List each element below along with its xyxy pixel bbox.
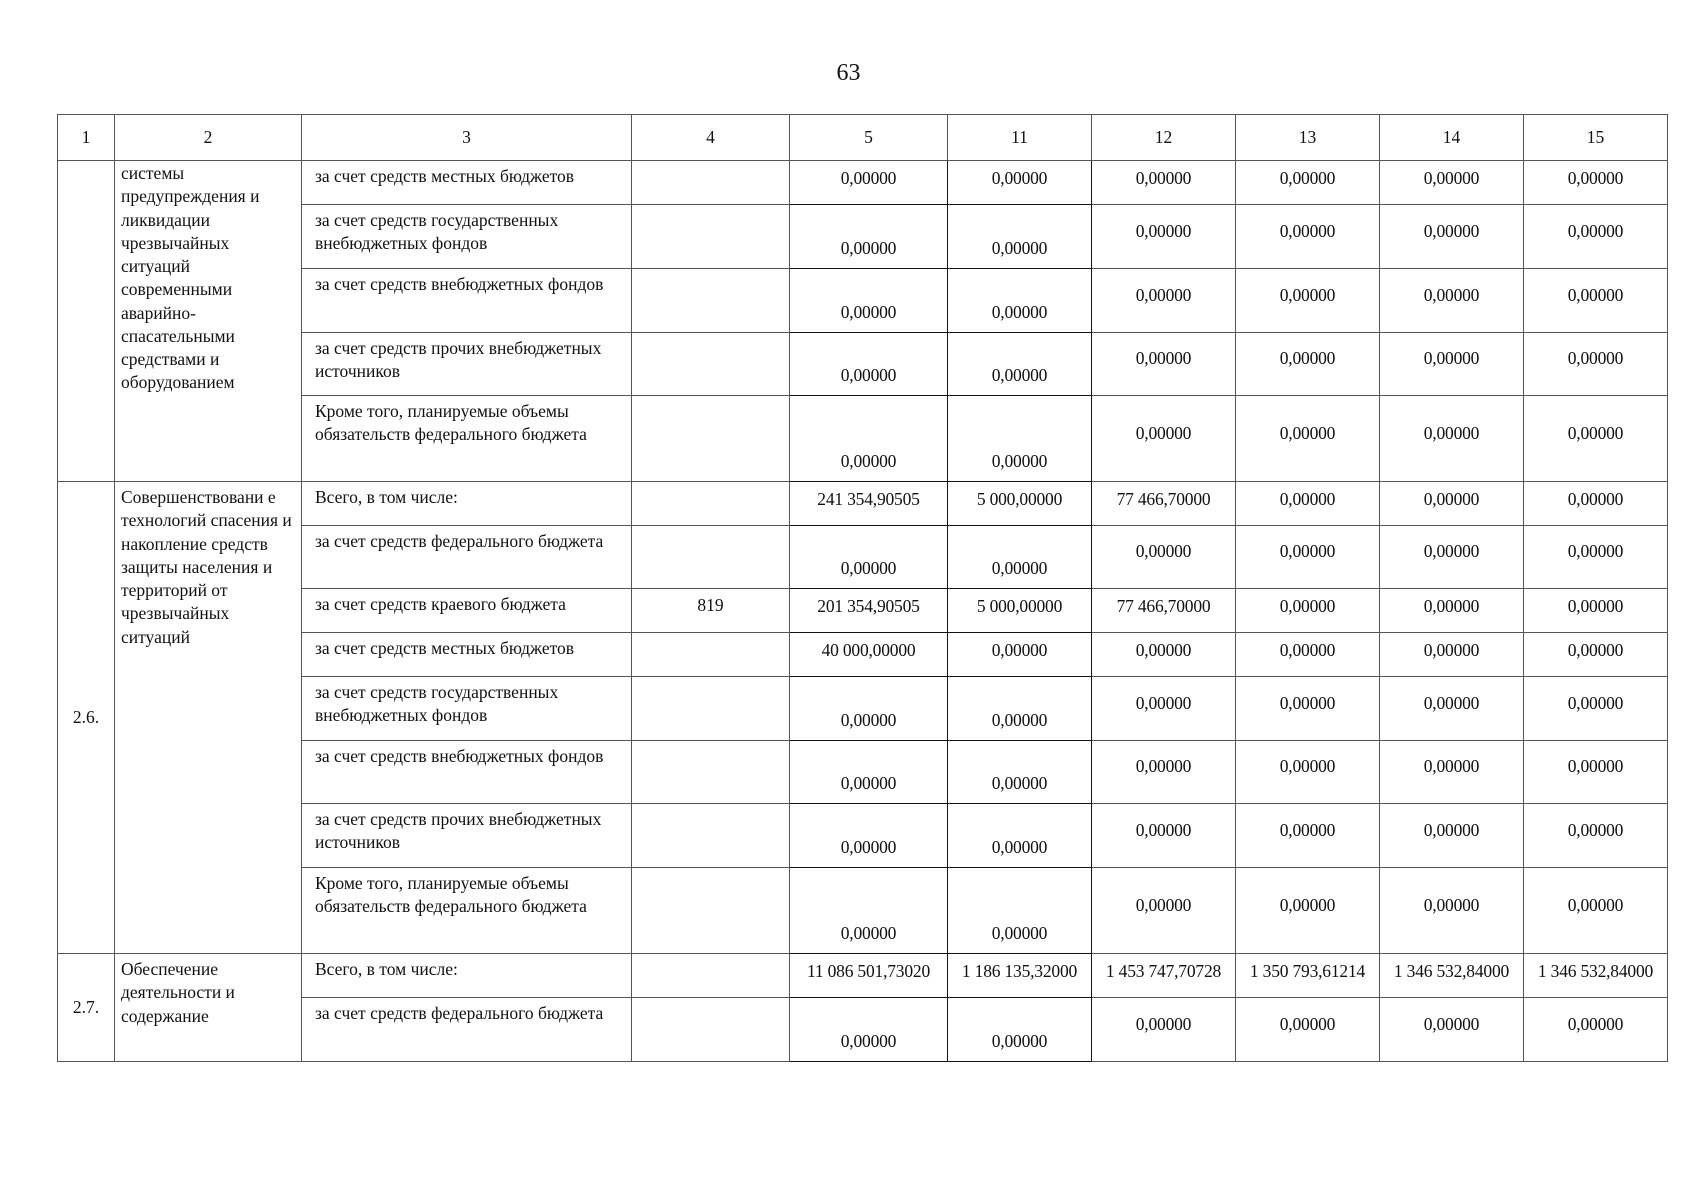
value-cell: 0,00000 — [1236, 998, 1380, 1062]
funding-source: за счет средств внебюджетных фондов — [302, 741, 632, 804]
value-cell: 0,00000 — [1524, 526, 1668, 589]
page-number: 63 — [836, 60, 861, 86]
column-header: 2 — [115, 115, 302, 161]
value-cell: 0,00000 — [1524, 998, 1668, 1062]
value-cell: 0,00000 — [1524, 633, 1668, 677]
column-header: 15 — [1524, 115, 1668, 161]
budget-code — [632, 998, 790, 1062]
funding-source: Всего, в том числе: — [302, 482, 632, 526]
budget-code — [632, 396, 790, 482]
value-cell: 0,00000 — [1092, 633, 1236, 677]
value-cell: 0,00000 — [1236, 333, 1380, 396]
value-cell: 0,00000 — [1380, 161, 1524, 205]
value-cell: 0,00000 — [948, 333, 1092, 396]
value-cell: 0,00000 — [1380, 633, 1524, 677]
row-number — [58, 161, 115, 482]
value-cell: 0,00000 — [1380, 804, 1524, 868]
value-cell: 0,00000 — [790, 333, 948, 396]
value-cell: 0,00000 — [1524, 396, 1668, 482]
value-cell: 0,00000 — [948, 526, 1092, 589]
value-cell: 0,00000 — [1236, 269, 1380, 333]
value-cell: 77 466,70000 — [1092, 589, 1236, 633]
value-cell: 0,00000 — [1236, 804, 1380, 868]
budget-code — [632, 633, 790, 677]
funding-source: за счет средств местных бюджетов — [302, 633, 632, 677]
value-cell: 0,00000 — [790, 161, 948, 205]
budget-code — [632, 868, 790, 954]
table-row — [58, 161, 1668, 205]
value-cell: 1 453 747,70728 — [1092, 954, 1236, 998]
budget-code — [632, 526, 790, 589]
column-header: 1 — [58, 115, 115, 161]
column-header: 3 — [302, 115, 632, 161]
value-cell: 0,00000 — [790, 269, 948, 333]
value-cell: 0,00000 — [1092, 526, 1236, 589]
funding-source: за счет средств прочих внебюджетных источников — [302, 804, 632, 868]
value-cell: 201 354,90505 — [790, 589, 948, 633]
value-cell: 0,00000 — [790, 205, 948, 269]
value-cell: 0,00000 — [1380, 741, 1524, 804]
value-cell: 40 000,00000 — [790, 633, 948, 677]
value-cell: 0,00000 — [1380, 482, 1524, 526]
value-cell: 0,00000 — [1236, 633, 1380, 677]
value-cell: 0,00000 — [1380, 526, 1524, 589]
value-cell: 0,00000 — [948, 804, 1092, 868]
funding-source: за счет средств местных бюджетов — [302, 161, 632, 205]
value-cell: 0,00000 — [790, 741, 948, 804]
value-cell: 0,00000 — [790, 868, 948, 954]
value-cell: 0,00000 — [948, 998, 1092, 1062]
value-cell: 0,00000 — [948, 868, 1092, 954]
value-cell: 0,00000 — [790, 677, 948, 741]
value-cell: 0,00000 — [1236, 677, 1380, 741]
value-cell: 0,00000 — [1092, 868, 1236, 954]
column-header: 13 — [1236, 115, 1380, 161]
funding-source: за счет средств государственных внебюджетных фондов — [302, 205, 632, 269]
value-cell: 0,00000 — [1236, 205, 1380, 269]
value-cell: 0,00000 — [1524, 868, 1668, 954]
value-cell: 1 350 793,61214 — [1236, 954, 1380, 998]
activity-name: системы предупреждения и ликвидации чрезвычайных ситуаций современными аварийно-спасательными средствами и оборудованием — [115, 161, 302, 482]
value-cell: 0,00000 — [1380, 677, 1524, 741]
value-cell: 0,00000 — [1524, 482, 1668, 526]
value-cell: 0,00000 — [1524, 741, 1668, 804]
column-header: 4 — [632, 115, 790, 161]
value-cell: 0,00000 — [948, 741, 1092, 804]
budget-code — [632, 741, 790, 804]
budget-code — [632, 161, 790, 205]
column-header: 5 — [790, 115, 948, 161]
value-cell: 0,00000 — [948, 269, 1092, 333]
budget-code — [632, 954, 790, 998]
budget-code — [632, 482, 790, 526]
budget-code — [632, 205, 790, 269]
budget-code: 819 — [632, 589, 790, 633]
funding-source: Кроме того, планируемые объемы обязательств федерального бюджета — [302, 868, 632, 954]
value-cell: 1 186 135,32000 — [948, 954, 1092, 998]
activity-name: Обеспечение деятельности и содержание — [115, 954, 302, 1062]
value-cell: 0,00000 — [790, 998, 948, 1062]
value-cell: 0,00000 — [1380, 396, 1524, 482]
value-cell: 0,00000 — [1380, 269, 1524, 333]
value-cell: 0,00000 — [790, 396, 948, 482]
activity-name: Совершенствовани е технологий спасения и накопление средств защиты населения и территорий от чрезвычайных ситуаций — [115, 482, 302, 954]
funding-source: за счет средств государственных внебюджетных фондов — [302, 677, 632, 741]
value-cell: 0,00000 — [1380, 998, 1524, 1062]
funding-source: Всего, в том числе: — [302, 954, 632, 998]
value-cell: 0,00000 — [1236, 396, 1380, 482]
column-header: 14 — [1380, 115, 1524, 161]
value-cell: 77 466,70000 — [1092, 482, 1236, 526]
value-cell: 0,00000 — [948, 205, 1092, 269]
table-row — [58, 482, 1668, 526]
value-cell: 0,00000 — [1380, 205, 1524, 269]
budget-code — [632, 677, 790, 741]
value-cell: 0,00000 — [1236, 526, 1380, 589]
value-cell: 0,00000 — [790, 804, 948, 868]
value-cell: 0,00000 — [1236, 161, 1380, 205]
value-cell: 0,00000 — [1380, 868, 1524, 954]
row-number: 2.6. — [58, 482, 115, 954]
funding-source: за счет средств федерального бюджета — [302, 998, 632, 1062]
value-cell: 0,00000 — [1524, 205, 1668, 269]
value-cell: 241 354,90505 — [790, 482, 948, 526]
value-cell: 0,00000 — [790, 526, 948, 589]
value-cell: 0,00000 — [1380, 589, 1524, 633]
value-cell: 0,00000 — [1092, 333, 1236, 396]
value-cell: 5 000,00000 — [948, 589, 1092, 633]
value-cell: 1 346 532,84000 — [1524, 954, 1668, 998]
value-cell: 1 346 532,84000 — [1380, 954, 1524, 998]
value-cell: 0,00000 — [1524, 804, 1668, 868]
funding-source: за счет средств федерального бюджета — [302, 526, 632, 589]
value-cell: 0,00000 — [948, 161, 1092, 205]
value-cell: 0,00000 — [1092, 741, 1236, 804]
value-cell: 0,00000 — [1092, 677, 1236, 741]
value-cell: 0,00000 — [1524, 333, 1668, 396]
budget-code — [632, 804, 790, 868]
value-cell: 0,00000 — [1236, 482, 1380, 526]
column-header: 11 — [948, 115, 1092, 161]
value-cell: 0,00000 — [1092, 161, 1236, 205]
table-row — [58, 954, 1668, 998]
value-cell: 0,00000 — [1524, 161, 1668, 205]
value-cell: 5 000,00000 — [948, 482, 1092, 526]
funding-source: за счет средств краевого бюджета — [302, 589, 632, 633]
value-cell: 0,00000 — [1524, 269, 1668, 333]
budget-code — [632, 269, 790, 333]
funding-source: за счет средств прочих внебюджетных источников — [302, 333, 632, 396]
value-cell: 0,00000 — [948, 396, 1092, 482]
value-cell: 0,00000 — [1236, 868, 1380, 954]
value-cell: 0,00000 — [1524, 677, 1668, 741]
column-header: 12 — [1092, 115, 1236, 161]
funding-source: Кроме того, планируемые объемы обязательств федерального бюджета — [302, 396, 632, 482]
value-cell: 0,00000 — [1092, 998, 1236, 1062]
value-cell: 0,00000 — [1236, 589, 1380, 633]
budget-code — [632, 333, 790, 396]
value-cell: 11 086 501,73020 — [790, 954, 948, 998]
budget-table — [57, 114, 1668, 1062]
header-row — [58, 115, 1668, 161]
value-cell: 0,00000 — [1092, 205, 1236, 269]
value-cell: 0,00000 — [1092, 269, 1236, 333]
value-cell: 0,00000 — [948, 677, 1092, 741]
row-number: 2.7. — [58, 954, 115, 1062]
value-cell: 0,00000 — [948, 633, 1092, 677]
value-cell: 0,00000 — [1380, 333, 1524, 396]
value-cell: 0,00000 — [1092, 804, 1236, 868]
value-cell: 0,00000 — [1524, 589, 1668, 633]
value-cell: 0,00000 — [1236, 741, 1380, 804]
funding-source: за счет средств внебюджетных фондов — [302, 269, 632, 333]
value-cell: 0,00000 — [1092, 396, 1236, 482]
